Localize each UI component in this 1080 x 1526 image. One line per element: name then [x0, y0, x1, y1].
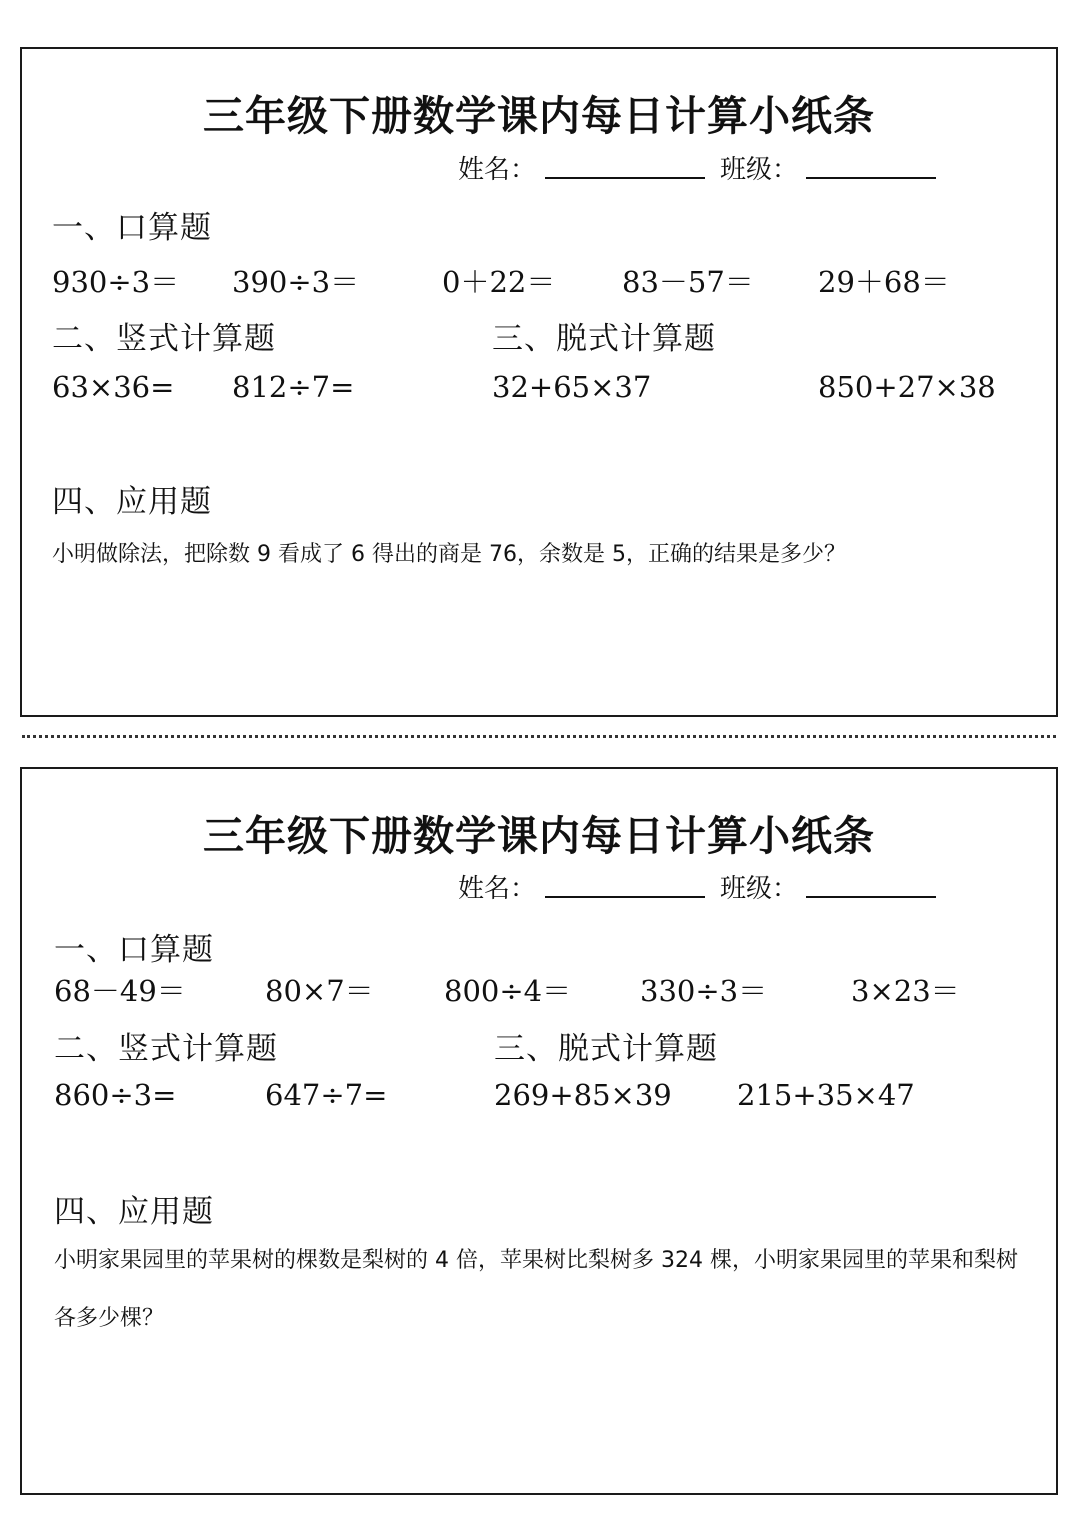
stepwise-item: 215+35×47	[737, 1078, 915, 1112]
name-blank[interactable]	[545, 896, 705, 898]
worksheet-card-2	[20, 767, 1058, 1495]
word-heading: 四、应用题	[52, 484, 212, 520]
worksheet-card-1	[20, 47, 1058, 717]
word-problem: 小明做除法，把除数 9 看成了 6 得出的商是 76，余数是 5，正确的结果是多少？	[52, 542, 846, 567]
class-label: 班级：	[720, 155, 799, 185]
vertical-item: 812÷7=	[232, 370, 355, 404]
vertical-item: 647÷7=	[265, 1078, 388, 1112]
class-label: 班级：	[720, 874, 799, 904]
oral-item: 330÷3＝	[640, 974, 768, 1008]
name-blank[interactable]	[545, 177, 705, 179]
stepwise-heading: 三、脱式计算题	[492, 321, 716, 357]
vertical-heading: 二、竖式计算题	[52, 321, 276, 357]
word-problem: 小明家果园里的苹果树的棵数是梨树的 4 倍，苹果树比梨树多 324 棵，小明家果园里的苹果和梨树各多少棵？	[54, 1248, 1018, 1331]
vertical-heading: 二、竖式计算题	[54, 1031, 278, 1067]
oral-heading: 一、口算题	[52, 210, 212, 246]
stepwise-item: 850+27×38	[818, 370, 996, 404]
name-label: 姓名：	[458, 155, 537, 185]
cut-line-divider	[22, 735, 1056, 738]
oral-heading: 一、口算题	[54, 932, 214, 968]
oral-item: 0＋22＝	[442, 265, 556, 299]
stepwise-item: 32+65×37	[492, 370, 652, 404]
vertical-item: 63×36=	[52, 370, 175, 404]
word-heading: 四、应用题	[54, 1194, 214, 1230]
worksheet-title: 三年级下册数学课内每日计算小纸条	[203, 92, 875, 140]
vertical-item: 860÷3=	[54, 1078, 177, 1112]
oral-item: 68－49＝	[54, 974, 186, 1008]
stepwise-item: 269+85×39	[494, 1078, 672, 1112]
worksheet-title: 三年级下册数学课内每日计算小纸条	[203, 812, 875, 860]
oral-item: 3×23＝	[851, 974, 960, 1008]
class-blank[interactable]	[806, 896, 936, 898]
name-label: 姓名：	[458, 874, 537, 904]
oral-item: 390÷3＝	[232, 265, 360, 299]
oral-item: 29＋68＝	[818, 265, 950, 299]
oral-item: 800÷4＝	[444, 974, 572, 1008]
oral-item: 930÷3＝	[52, 265, 180, 299]
class-blank[interactable]	[806, 177, 936, 179]
oral-item: 83－57＝	[622, 265, 754, 299]
oral-item: 80×7＝	[265, 974, 374, 1008]
stepwise-heading: 三、脱式计算题	[494, 1031, 718, 1067]
